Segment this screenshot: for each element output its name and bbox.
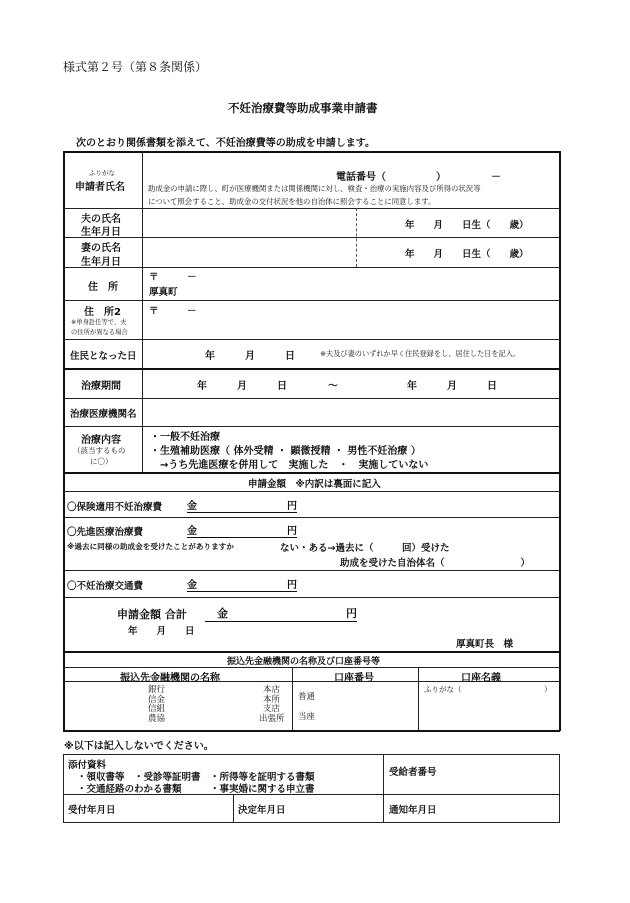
treatment-option-art[interactable]: ・生殖補助医療（ 体外受精 ・ 顕微授精 ・ 男性不妊治療 ） (150, 446, 421, 457)
account-holder-furigana[interactable]: ふりがな（ ） (424, 685, 552, 694)
address-label: 住 所 (88, 282, 118, 293)
total-amount-field[interactable] (205, 605, 358, 622)
advanced-treatment-label: 〇先進医療治療費 (67, 527, 144, 538)
applicant-name-label: 申請者氏名 (75, 182, 125, 193)
amount-section-header: 申請金額 ※内訳は裏面に記入 (248, 479, 381, 490)
kin-text: 金 (187, 526, 197, 537)
wife-name-label: 妻の氏名 (81, 243, 121, 254)
residency-date-label: 住民となった日 (70, 351, 137, 362)
institution-field[interactable] (148, 401, 553, 423)
address-town[interactable]: 厚真町 (149, 287, 178, 298)
address2-note-1: ※単身赴任等で、夫 (71, 319, 127, 326)
kin-text: 金 (187, 580, 197, 591)
husband-dob-label: 生年月日 (81, 227, 121, 238)
institution-label: 治療医療機関名 (70, 409, 137, 420)
applicant-phone-label: 電話番号（ ） － (336, 172, 501, 183)
transport-amount-field[interactable] (187, 576, 300, 592)
total-en-text: 円 (346, 607, 357, 620)
residency-note: ※夫及び妻のいずれか早く住民登録をし、居住した日を記入。 (320, 349, 521, 358)
account-number-column-header: 口座番号 (334, 673, 374, 684)
transport-label: 〇不妊治療交通費 (67, 581, 144, 592)
wife-dob-label: 生年月日 (81, 257, 121, 268)
treatment-option-advanced[interactable]: →うち先進医療を併用して 実施した ・ 実施していない (150, 460, 429, 471)
bank-type-option[interactable]: 信金 (148, 694, 166, 705)
en-text: 円 (287, 526, 297, 537)
wife-name-field[interactable] (148, 239, 354, 265)
address2-note-2: の住所が異なる場合 (71, 329, 128, 336)
recipient-number-label: 受給者番号 (389, 767, 437, 778)
bank-type-option[interactable]: 銀行 (148, 685, 166, 695)
bank-section-title: 振込先金融機関の名称及び口座番号等 (227, 657, 381, 667)
insured-treatment-label: 〇保険適用不妊治療費 (67, 502, 163, 513)
branch-type-option[interactable]: 支店 (262, 704, 280, 715)
address2-label: 住 所2 (84, 307, 121, 318)
attachments-line-2: ・交通経路のわかる書類 ・事実婚に関する申立書 (77, 784, 315, 795)
branch-type-option[interactable]: 出張所 (259, 713, 285, 724)
past-subsidy-answer[interactable]: ない・ある→過去に（ 回）受けた (280, 543, 450, 554)
treatment-period-label: 治療期間 (81, 381, 121, 392)
husband-name-field[interactable] (148, 210, 354, 236)
intro-text: 次のとおり関係書類を添えて、不妊治療費等の助成を申請します。 (76, 138, 375, 149)
treatment-option-general[interactable]: ・一般不妊治療 (150, 432, 220, 443)
application-date[interactable]: 年 月 日 (128, 626, 195, 637)
account-type-savings[interactable]: 普通 (298, 692, 316, 702)
attachments-label: 添付資料 (68, 760, 107, 771)
decision-date-label: 決定年月日 (238, 805, 286, 816)
treatment-content-label: 治療内容 (81, 435, 121, 446)
account-type-checking[interactable]: 当座 (298, 712, 316, 722)
account-holder-column-header: 口座名義 (461, 673, 501, 684)
husband-name-label: 夫の氏名 (81, 214, 121, 225)
past-subsidy-question: ※過去に同様の助成金を受けたことがありますか (67, 542, 234, 551)
form-number: 様式第２号（第８条関係） (63, 60, 208, 74)
en-text: 円 (287, 501, 297, 512)
address2-postal[interactable]: 〒 － (149, 306, 197, 317)
bank-name-column-header: 振込先金融機関の名称 (120, 673, 220, 684)
address-postal[interactable]: 〒 － (149, 272, 197, 283)
bank-type-option[interactable]: 信組 (148, 704, 166, 715)
kin-text: 金 (187, 501, 197, 512)
attachments-line-1: ・領収書等 ・受診等証明書 ・所得等を証明する書類 (77, 772, 315, 783)
treatment-note-1: （該当するもの (73, 446, 126, 455)
bank-type-list[interactable] (148, 686, 165, 724)
page-title: 不妊治療費等助成事業申請書 (228, 101, 378, 115)
branch-type-option[interactable]: 本所 (262, 694, 280, 705)
consent-line-2: について照会すること、助成金の交付状況を他の自治体に照会することに同意します。 (148, 197, 436, 206)
total-kin-text: 金 (217, 607, 228, 620)
bank-type-option[interactable]: 農協 (148, 713, 166, 724)
wife-dob-field[interactable]: 年 月 日生（ 歳） (405, 249, 529, 260)
residency-date-field[interactable]: 年 月 日 (205, 351, 295, 362)
treatment-period-tilde: ～ (328, 381, 338, 392)
received-date-label: 受付年月日 (68, 805, 116, 816)
treatment-start-date[interactable]: 年 月 日 (197, 381, 287, 392)
husband-dob-field[interactable]: 年 月 日生（ 歳） (405, 220, 529, 231)
past-subsidy-municipality[interactable]: 助成を受けた自治体名（ ） (340, 558, 531, 569)
en-text: 円 (287, 580, 297, 591)
notice-date-label: 通知年月日 (389, 805, 437, 816)
advanced-amount-field[interactable] (187, 522, 300, 538)
branch-type-option[interactable]: 本店 (262, 685, 280, 695)
consent-line-1: 助成金の申請に際し、町が医療機関または関係機関に対し、検査・治療の実施内容及び所得の状況等 (148, 184, 481, 193)
treatment-note-2: に〇） (90, 457, 113, 466)
office-use-note: ※以下は記入しないでください。 (64, 741, 214, 752)
mayor-addressee: 厚真町長 様 (456, 639, 514, 650)
applicant-furigana-label: ふりがな (89, 169, 115, 177)
insured-amount-field[interactable] (187, 497, 300, 513)
treatment-end-date[interactable]: 年 月 日 (407, 381, 497, 392)
total-amount-label: 申請金額 合計 (117, 608, 187, 621)
branch-type-list[interactable] (259, 685, 285, 724)
